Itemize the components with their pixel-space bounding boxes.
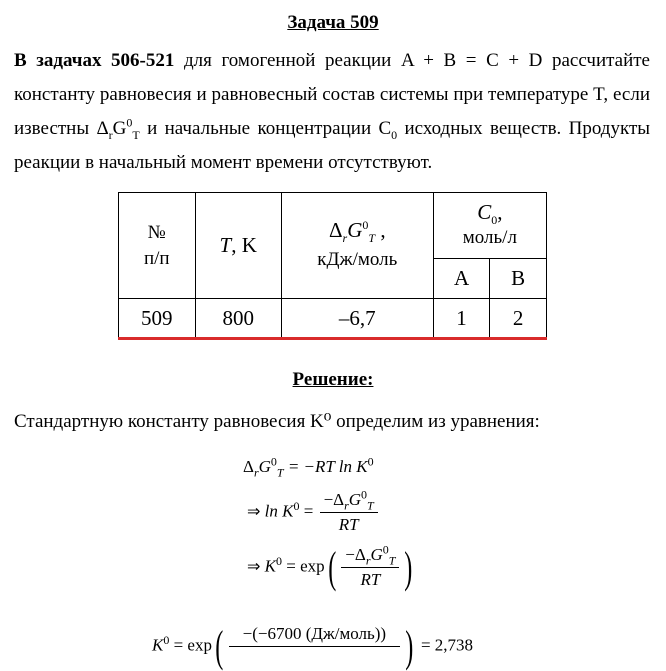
eq2-arrow: ⇒ — [247, 501, 261, 521]
equation-3 — [247, 542, 416, 592]
cell-delta-g: –6,7 — [281, 299, 433, 339]
eq2-den: RT — [338, 515, 359, 534]
eq3-num-G: G — [370, 545, 383, 564]
eq3-den: RT — [360, 570, 381, 589]
header-temp-unit: , K — [231, 233, 257, 257]
statement-sup-0: 0 — [126, 115, 133, 130]
cell-c0-b: 2 — [490, 299, 547, 339]
header-dg-sub: r — [342, 231, 348, 246]
statement-sub-T: T — [132, 127, 140, 142]
eq3-num-r: r — [365, 553, 371, 568]
header-temperature — [195, 193, 281, 299]
eq2-num-G: G — [348, 490, 362, 509]
eq2-num-r: r — [344, 498, 349, 513]
eq4-sup: 0 — [163, 632, 170, 647]
eq1-G: G — [258, 457, 271, 476]
header-dg-delta: Δ — [329, 218, 343, 242]
equation-2 — [247, 487, 380, 535]
header-dg-comma: , — [375, 218, 386, 242]
statement-bold-lead: В задачах 506-521 — [14, 50, 175, 71]
eq2-fraction — [320, 487, 378, 535]
header-dg-unit: кДж/моль — [317, 249, 398, 270]
statement-part1: для гомогенной реакции A + B = C + D рассчитайте константу равновесия и равновесный состав системы при температуре T, если известны Δ — [14, 50, 650, 139]
problem-title: Задача 509 — [287, 12, 379, 33]
solution-title: Решение: — [292, 369, 374, 390]
eq3-sup: 0 — [276, 553, 282, 568]
eq1-K-sup: 0 — [367, 454, 374, 469]
table-row — [119, 299, 547, 339]
eq3-right-paren: ) — [404, 542, 413, 592]
eq1-sub-T: T — [276, 465, 284, 480]
eq2-num-sup: 0 — [361, 487, 368, 502]
problem-statement — [14, 44, 650, 180]
data-table — [118, 192, 547, 340]
header-dg-sup: 0 — [362, 218, 369, 232]
header-col-b: B — [490, 259, 547, 299]
header-number-line1: № — [147, 221, 166, 243]
eq4-right-paren: ) — [405, 621, 414, 671]
header-dg-subT: T — [368, 231, 376, 246]
eq1-sup: 0 — [270, 454, 277, 469]
statement-sub-0: 0 — [391, 127, 398, 142]
eq2-num-T: T — [367, 498, 374, 513]
eq3-left-paren: ( — [327, 542, 336, 592]
eq1-sub-r: r — [253, 465, 259, 480]
equation-4 — [152, 621, 474, 671]
eq2-sup: 0 — [293, 498, 300, 513]
eq3-fraction — [341, 542, 399, 590]
eq3-eq: = exp — [282, 556, 325, 576]
header-dg-G: G — [347, 218, 363, 242]
eq1-right: = −RT ln K — [283, 457, 368, 476]
eq3-arrow: ⇒ — [247, 556, 261, 576]
eq2-num: −Δ — [323, 490, 345, 509]
eq3-num-sup: 0 — [382, 542, 389, 557]
statement-part2: и начальные концентрации C — [139, 118, 392, 139]
equation-1 — [243, 454, 374, 480]
eq4-left-paren: ( — [215, 621, 224, 671]
cell-c0-a: 1 — [433, 299, 490, 339]
header-c0-sub: 0 — [491, 213, 498, 228]
eq2-eq: = — [299, 501, 318, 521]
statement-sub-r: r — [108, 127, 113, 142]
cell-temperature: 800 — [195, 299, 281, 339]
eq3-num-T: T — [388, 553, 396, 568]
eq4-result: = 2,738 — [416, 635, 474, 655]
eq3-num: −Δ — [345, 545, 366, 564]
eq4-fraction — [229, 624, 400, 669]
cell-number: 509 — [119, 299, 196, 339]
header-temp-symbol: T — [219, 233, 232, 257]
header-number — [119, 193, 196, 299]
header-delta-g — [281, 193, 433, 299]
statement-part3: исходных веществ. Продукты реакции в начальный момент времени отсутствуют. — [14, 118, 651, 173]
eq4-eq: = exp — [169, 635, 212, 655]
eq1-delta: Δ — [243, 457, 254, 476]
eq4-num: −(−6700 (Дж/моль)) — [229, 624, 400, 647]
eq4-left: K — [152, 635, 164, 655]
eq2-left: ln K — [260, 501, 294, 521]
header-c0-unit: моль/л — [462, 227, 517, 248]
eq3-left: K — [260, 556, 276, 576]
header-c0 — [433, 193, 546, 259]
header-c0-symbol: C — [477, 200, 492, 224]
statement-G: G — [112, 118, 127, 139]
header-c0-comma: , — [497, 200, 503, 224]
header-col-a: A — [433, 259, 490, 299]
solution-sentence: Стандартную константу равновесия K⁰ определим из уравнения: — [14, 411, 540, 432]
header-number-line2: п/п — [143, 247, 170, 269]
